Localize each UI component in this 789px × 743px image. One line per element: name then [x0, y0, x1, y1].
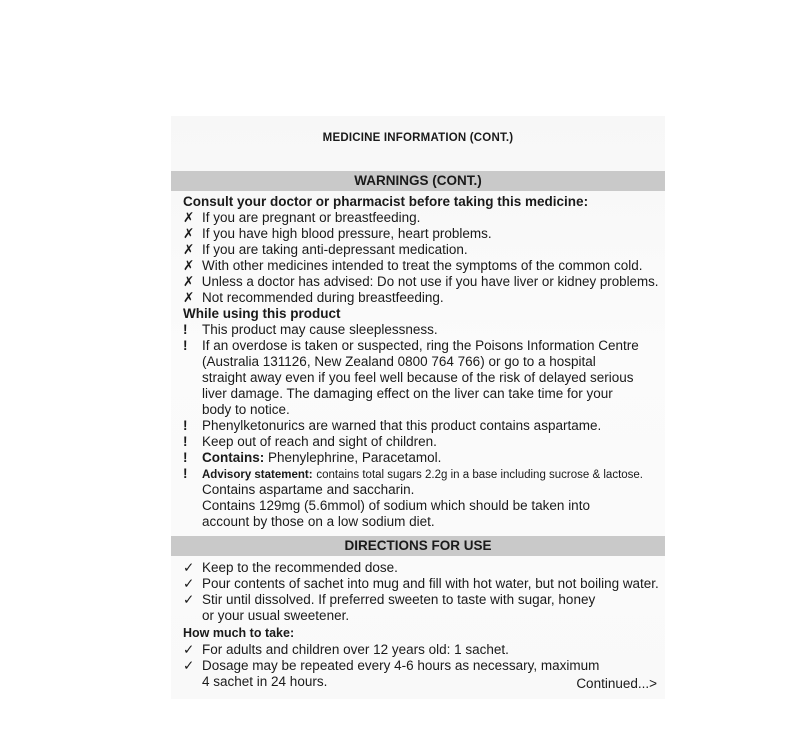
check-icon: ✓: [183, 642, 195, 657]
check-icon: ✓: [183, 560, 195, 575]
exclamation-icon: !: [183, 466, 188, 481]
list-item-text: Pour contents of sachet into mug and fill with hot water, but not boiling water.: [201, 576, 659, 591]
list-item: [183, 658, 599, 674]
list-item-text: Unless a doctor has advised: Do not use if you have liver or kidney problems.: [201, 274, 659, 289]
consult-heading: Consult your doctor or pharmacist before taking this medicine:: [183, 194, 589, 209]
list-item-continuation: Contains aspartame and saccharin.: [202, 482, 415, 497]
warnings-section-header: WARNINGS (CONT.): [171, 171, 665, 191]
exclamation-icon: !: [183, 450, 188, 465]
list-item: [183, 418, 601, 434]
list-item: [183, 242, 468, 258]
list-item-text: With other medicines intended to treat the symptoms of the common cold.: [202, 258, 643, 273]
list-item: [183, 450, 441, 466]
list-item-text: Keep to the recommended dose.: [202, 560, 398, 575]
list-item: [183, 576, 659, 592]
list-item-continuation: body to notice.: [202, 402, 290, 417]
check-icon: ✓: [183, 592, 195, 607]
list-item: [183, 560, 398, 576]
list-item-text: If an overdose is taken or suspected, ring the Poisons Information Centre: [202, 338, 639, 353]
list-item-continuation: straight away even if you feel well because of the risk of delayed serious: [202, 370, 634, 385]
list-item-continuation: 4 sachet in 24 hours.: [202, 674, 328, 689]
advisory-value: contains total sugars 2.2g in a base including sucrose & lactose.: [316, 469, 643, 481]
list-item: [183, 226, 492, 242]
list-item-text: If you have high blood pressure, heart problems.: [202, 226, 492, 241]
directions-section-header: DIRECTIONS FOR USE: [171, 536, 665, 556]
list-item: [183, 274, 659, 290]
exclamation-icon: !: [183, 322, 188, 337]
list-item-text: Not recommended during breastfeeding.: [202, 290, 444, 305]
list-item-text: Dosage may be repeated every 4-6 hours as necessary, maximum: [202, 658, 600, 673]
list-item: [183, 592, 595, 608]
exclamation-icon: !: [183, 418, 188, 433]
cross-icon: ✗: [183, 274, 195, 289]
cross-icon: ✗: [183, 210, 195, 225]
cross-icon: ✗: [183, 290, 195, 305]
medicine-info-panel: [171, 116, 665, 699]
list-item-continuation: account by those on a low sodium diet.: [202, 514, 435, 529]
list-item-text: This product may cause sleeplessness.: [202, 322, 438, 337]
list-item: [183, 258, 642, 274]
list-item: [183, 290, 444, 306]
page-title: MEDICINE INFORMATION (CONT.): [322, 132, 514, 144]
list-item-text: Stir until dissolved. If preferred sweeten to taste with sugar, honey: [202, 592, 596, 607]
list-item-text: If you are pregnant or breastfeeding.: [202, 210, 421, 225]
list-item-continuation: (Australia 131126, New Zealand 0800 764 766) or go to a hospital: [202, 354, 596, 369]
cross-icon: ✗: [183, 258, 195, 273]
contains-value: Phenylephrine, Paracetamol.: [268, 450, 442, 465]
cross-icon: ✗: [183, 242, 195, 257]
exclamation-icon: !: [183, 434, 188, 449]
cross-icon: ✗: [183, 226, 195, 241]
check-icon: ✓: [183, 576, 195, 591]
list-item: [183, 210, 420, 226]
list-item-text: Phenylketonurics are warned that this product contains aspartame.: [202, 418, 602, 433]
advisory-label: Advisory statement:: [202, 469, 313, 481]
list-item-text: If you are taking anti-depressant medication.: [202, 242, 468, 257]
contains-label: Contains:: [202, 450, 265, 465]
list-item: [183, 322, 438, 338]
while-using-heading: While using this product: [183, 306, 341, 321]
list-item-text: For adults and children over 12 years old: 1 sachet.: [202, 642, 509, 657]
exclamation-icon: !: [183, 338, 188, 353]
list-item-text: Keep out of reach and sight of children.: [202, 434, 437, 449]
continued-link: Continued...>: [576, 676, 657, 691]
list-item-continuation: or your usual sweetener.: [202, 608, 350, 623]
list-item: [183, 434, 437, 450]
list-item: [183, 466, 643, 483]
list-item: [183, 338, 639, 354]
list-item-continuation: liver damage. The damaging effect on the liver can take time for your: [202, 386, 613, 401]
list-item-continuation: Contains 129mg (5.6mmol) of sodium which should be taken into: [202, 498, 590, 513]
list-item: [183, 642, 509, 658]
check-icon: ✓: [183, 658, 195, 673]
how-much-heading: How much to take:: [183, 626, 295, 640]
